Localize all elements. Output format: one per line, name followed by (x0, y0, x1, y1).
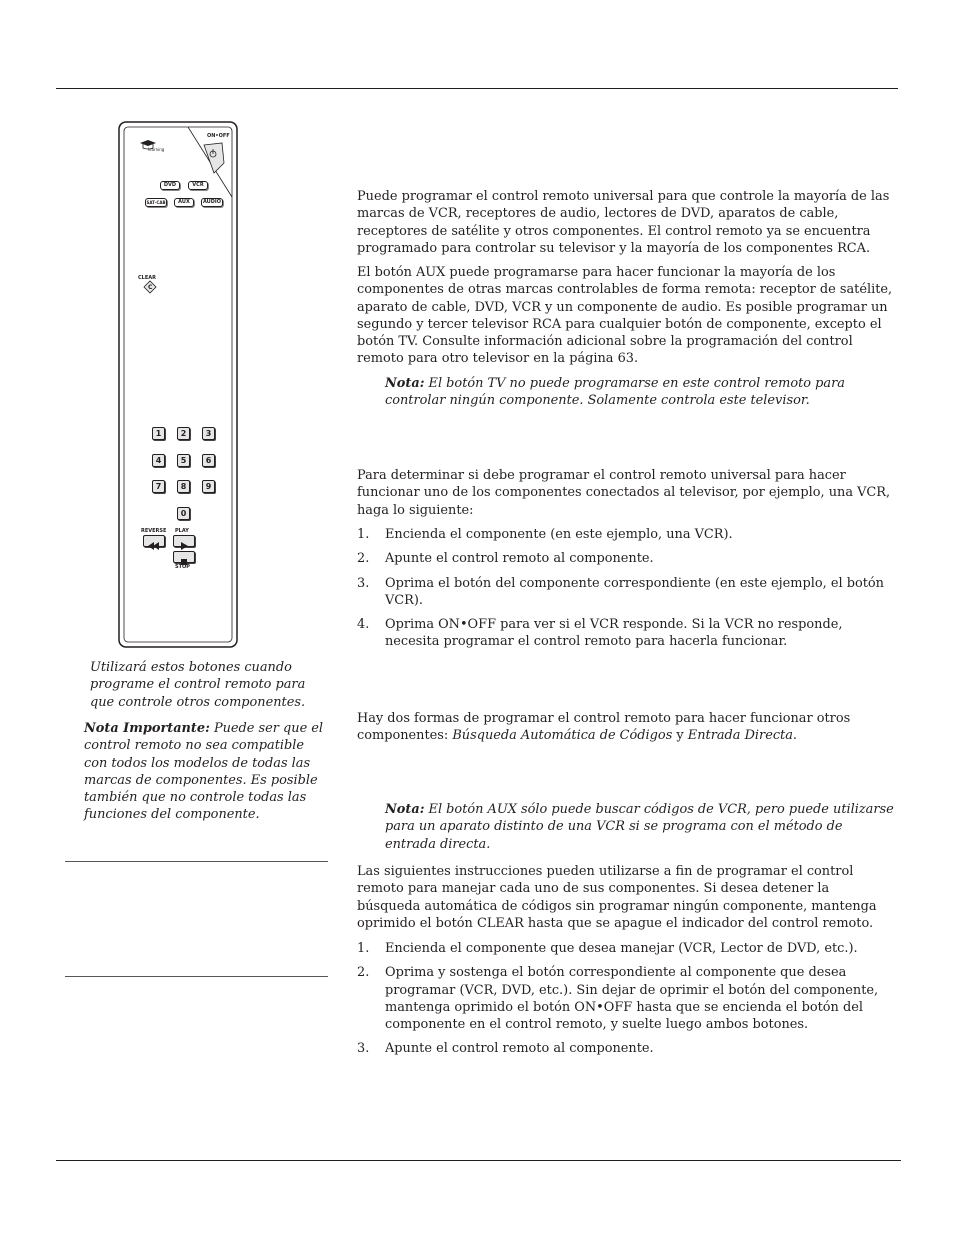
methods-paragraph (357, 710, 893, 745)
list-item (357, 526, 893, 543)
aux-note-text: El botón AUX sólo puede buscar códigos de VCR, pero puede utilizarse para un aparato distinto de una VCR si se programa con el método de entrada directa. (385, 802, 894, 852)
reverse-label: REVERSE (141, 528, 167, 534)
important-note-label: Nota Importante: (84, 721, 210, 736)
key-3[interactable]: 3 (202, 427, 215, 440)
test-paragraph (357, 467, 893, 519)
step-number: 1. (357, 941, 370, 956)
remote-illustration (118, 121, 238, 648)
step-text: Apunte el control remoto al componente. (385, 551, 654, 567)
key-9[interactable]: 9 (202, 480, 215, 493)
play-button[interactable] (173, 535, 195, 547)
step-number: 2. (357, 551, 370, 567)
play-label: PLAY (175, 528, 189, 534)
top-rule (56, 88, 898, 89)
test-steps-list (357, 526, 893, 658)
step-number: 3. (357, 1041, 370, 1057)
key-1[interactable]: 1 (152, 427, 165, 440)
instructions-text: Las siguientes instrucciones pueden utilizarse a fin de programar el control remoto para manejar cada uno de sus componentes. Si desea detener la búsqueda automática de códigos sin programar ningún componente, mantenga oprimido el botón CLEAR hasta que se apague el indicador del control remoto. (357, 864, 877, 931)
list-item (357, 550, 893, 567)
vcr-button[interactable]: VCR (188, 181, 208, 190)
test-text: Para determinar si debe programar el control remoto universal para hacer funcionar uno de los componentes conectados al televisor, por ejemplo, una VCR, haga lo siguiente: (357, 468, 891, 518)
aux-button[interactable]: AUX (174, 198, 194, 207)
play-icon (174, 541, 194, 551)
step-text: Oprima y sostenga el botón correspondiente al componente que desea programar (VCR, DVD, etc.). Sin dejar de oprimir el botón del componente, mantenga oprimido el botón ON•OFF hasta que se encienda el botón del componente en el control remoto, y suelte luego ambos botones. (385, 965, 879, 1033)
stop-label: STOP (175, 564, 190, 570)
tv-note-label: Nota: (385, 376, 425, 391)
stop-button[interactable] (173, 551, 195, 563)
step-text: Encienda el componente que desea manejar (VCR, Lector de DVD, etc.). (385, 941, 858, 956)
key-5[interactable]: 5 (177, 454, 190, 467)
remote-caption: Utilizará estos botones cuando programe el control remoto para que controle otros componentes. (90, 660, 306, 710)
key-6[interactable]: 6 (202, 454, 215, 467)
learning-label: learning (148, 147, 165, 152)
methods-period: . (792, 728, 798, 744)
step-number: 3. (357, 575, 370, 591)
key-7[interactable]: 7 (152, 480, 165, 493)
key-2[interactable]: 2 (177, 427, 190, 440)
dvd-button[interactable]: DVD (160, 181, 180, 190)
key-8[interactable]: 8 (177, 480, 190, 493)
instructions-paragraph (357, 863, 893, 932)
list-item (357, 616, 893, 651)
sat-cab-button[interactable]: SAT·CAB (146, 200, 166, 205)
methods-conjunction: y (672, 728, 688, 744)
list-item (357, 575, 893, 610)
on-off-label: ON•OFF (207, 133, 230, 139)
step-number: 4. (357, 617, 370, 633)
clear-button[interactable]: C (148, 284, 153, 291)
key-4[interactable]: 4 (152, 454, 165, 467)
key-0[interactable]: 0 (177, 507, 190, 520)
clear-label: CLEAR (138, 275, 156, 281)
step-number: 1. (357, 527, 370, 542)
step-text: Oprima ON•OFF para ver si el VCR responde. Si la VCR no responde, necesita programar el control remoto para hacerla funcionar. (385, 617, 843, 650)
sidebar-rule-lower (65, 976, 328, 977)
step-text: Apunte el control remoto al componente. (385, 1041, 654, 1057)
list-item (357, 940, 893, 957)
reverse-button[interactable] (143, 535, 165, 547)
aux-note-label: Nota: (385, 802, 425, 817)
tv-note-text: El botón TV no puede programarse en este control remoto para controlar ningún componente. Solamente controla este televisor. (385, 376, 845, 409)
method-auto-search: Búsqueda Automática de Códigos (452, 728, 673, 744)
audio-button[interactable]: AUDIO (202, 199, 222, 205)
aux-note (385, 801, 895, 853)
important-note (84, 720, 329, 824)
sidebar-rule-upper (65, 861, 328, 862)
step-text: Oprima el botón del componente correspondiente (en este ejemplo, el botón VCR). (385, 575, 884, 608)
list-item (357, 1040, 893, 1057)
step-text: Encienda el componente (en este ejemplo, una VCR). (385, 527, 733, 542)
intro-text: Puede programar el control remoto universal para que controle la mayoría de las marcas de VCR, receptores de audio, lectores de DVD, aparatos de cable, receptores de satélite y otros componentes. El control remoto ya se encuentra programado para controlar su televisor y la mayoría de los componentes RCA. (357, 189, 890, 256)
method-direct-entry: Entrada Directa (687, 728, 793, 744)
aux-paragraph (357, 264, 893, 368)
program-steps-list (357, 940, 893, 1065)
tv-note (385, 375, 895, 410)
list-item (357, 964, 893, 1033)
step-number: 2. (357, 965, 370, 981)
rewind-icon (144, 541, 164, 551)
intro-paragraph (357, 188, 893, 257)
important-note-text: Puede ser que el control remoto no sea compatible con todos los modelos de todas las marcas de componentes. Es posible también que no controle todas las funciones del componente. (84, 721, 324, 823)
aux-text: El botón AUX puede programarse para hacer funcionar la mayoría de los componentes de otras marcas controlables de forma remota: receptor de satélite, aparato de cable, DVD, VCR y un componente de audio. Es posible programar un segundo y tercer televisor RCA para cualquier botón de componente, excepto el botón TV. Consulte información adicional sobre la programación del control remoto para otro televisor en la página 63. (357, 265, 893, 367)
methods-text: Hay dos formas de programar el control remoto para hacer funcionar otros componentes: (357, 711, 851, 744)
bottom-rule (56, 1160, 901, 1161)
